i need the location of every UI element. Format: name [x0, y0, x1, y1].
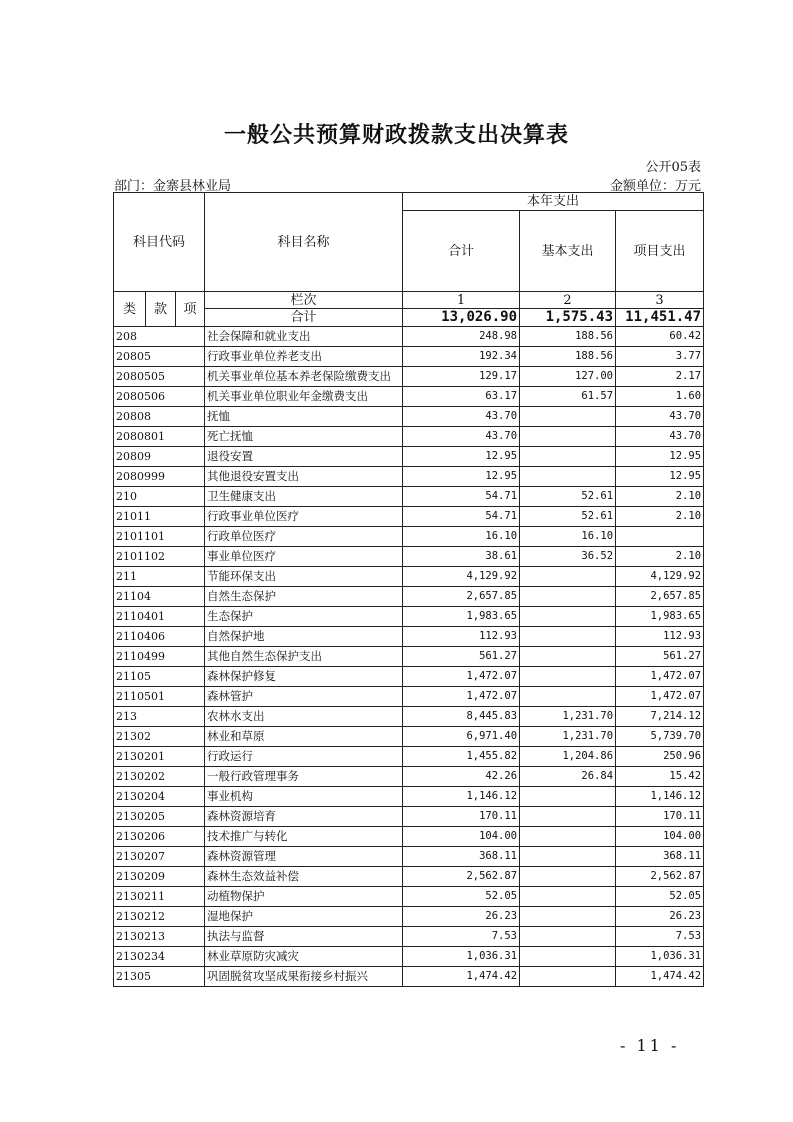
project-cell: 368.11	[616, 847, 704, 867]
basic-cell	[520, 827, 616, 847]
table-row	[114, 787, 704, 807]
header-current-year: 本年支出	[403, 193, 704, 211]
table-row	[114, 927, 704, 947]
subject-code-cell: 21305	[114, 967, 205, 987]
project-cell: 12.95	[616, 467, 704, 487]
total-cell: 12.95	[403, 467, 520, 487]
total-cell: 248.98	[403, 327, 520, 347]
basic-cell: 16.10	[520, 527, 616, 547]
subject-name-cell: 死亡抚恤	[205, 427, 403, 447]
subject-code-cell: 2110401	[114, 607, 205, 627]
total-cell: 1,455.82	[403, 747, 520, 767]
table-row	[114, 707, 704, 727]
project-cell: 2,657.85	[616, 587, 704, 607]
project-cell: 12.95	[616, 447, 704, 467]
basic-cell	[520, 407, 616, 427]
project-cell: 1.60	[616, 387, 704, 407]
table-row	[114, 527, 704, 547]
table-row	[114, 467, 704, 487]
total-cell: 1,036.31	[403, 947, 520, 967]
total-cell: 1,146.12	[403, 787, 520, 807]
table-code-note: 公开05表	[645, 160, 701, 175]
basic-cell: 26.84	[520, 767, 616, 787]
total-cell: 368.11	[403, 847, 520, 867]
project-cell: 2.10	[616, 487, 704, 507]
subject-name-cell: 节能环保支出	[205, 567, 403, 587]
total-basic: 1,575.43	[520, 309, 616, 327]
basic-cell	[520, 907, 616, 927]
subject-code-cell: 20808	[114, 407, 205, 427]
basic-cell: 1,204.86	[520, 747, 616, 767]
page-number: - 11 -	[620, 1036, 680, 1055]
subject-name-cell: 动植物保护	[205, 887, 403, 907]
header-subject-code: 科目代码	[114, 193, 205, 292]
table-row	[114, 887, 704, 907]
project-cell	[616, 527, 704, 547]
subject-code-cell: 2080801	[114, 427, 205, 447]
subject-name-cell: 抚恤	[205, 407, 403, 427]
table-row	[114, 567, 704, 587]
project-cell: 5,739.70	[616, 727, 704, 747]
total-cell: 63.17	[403, 387, 520, 407]
header-total: 合计	[403, 211, 520, 292]
basic-cell: 1,231.70	[520, 727, 616, 747]
subject-name-cell: 行政事业单位养老支出	[205, 347, 403, 367]
basic-cell: 1,231.70	[520, 707, 616, 727]
subject-name-cell: 森林资源管理	[205, 847, 403, 867]
basic-cell	[520, 867, 616, 887]
subject-code-cell: 2110499	[114, 647, 205, 667]
subject-name-cell: 生态保护	[205, 607, 403, 627]
subject-name-cell: 自然生态保护	[205, 587, 403, 607]
subject-code-cell: 2130207	[114, 847, 205, 867]
table-row	[114, 367, 704, 387]
total-cell: 26.23	[403, 907, 520, 927]
project-cell: 170.11	[616, 807, 704, 827]
subject-code-cell: 2130213	[114, 927, 205, 947]
table-row	[114, 847, 704, 867]
table-row	[114, 727, 704, 747]
table-row	[114, 447, 704, 467]
subject-name-cell: 巩固脱贫攻坚成果衔接乡村振兴	[205, 967, 403, 987]
basic-cell	[520, 567, 616, 587]
table-row	[114, 347, 704, 367]
project-cell: 52.05	[616, 887, 704, 907]
subject-code-cell: 2130204	[114, 787, 205, 807]
project-cell: 43.70	[616, 427, 704, 447]
table-row	[114, 867, 704, 887]
total-cell: 1,983.65	[403, 607, 520, 627]
project-cell: 7.53	[616, 927, 704, 947]
subject-name-cell: 社会保障和就业支出	[205, 327, 403, 347]
subject-name-cell: 行政事业单位医疗	[205, 507, 403, 527]
total-cell: 54.71	[403, 507, 520, 527]
basic-cell	[520, 967, 616, 987]
subject-code-cell: 2130201	[114, 747, 205, 767]
subject-code-cell: 2080999	[114, 467, 205, 487]
total-cell: 8,445.83	[403, 707, 520, 727]
subject-code-cell: 2101101	[114, 527, 205, 547]
header-kuan: 款	[146, 292, 176, 327]
total-cell: 112.93	[403, 627, 520, 647]
table-row	[114, 427, 704, 447]
subject-name-cell: 其他自然生态保护支出	[205, 647, 403, 667]
table-row	[114, 647, 704, 667]
table-row	[114, 627, 704, 647]
total-cell: 1,472.07	[403, 687, 520, 707]
subject-code-cell: 208	[114, 327, 205, 347]
total-cell: 4,129.92	[403, 567, 520, 587]
table-row	[114, 967, 704, 987]
table-row	[114, 407, 704, 427]
subject-name-cell: 其他退役安置支出	[205, 467, 403, 487]
table-row	[114, 587, 704, 607]
table-row	[114, 507, 704, 527]
subject-code-cell: 213	[114, 707, 205, 727]
project-cell: 1,474.42	[616, 967, 704, 987]
total-cell: 12.95	[403, 447, 520, 467]
subject-name-cell: 林业和草原	[205, 727, 403, 747]
header-column-seq: 栏次	[205, 292, 403, 309]
unit-label: 金额单位：万元	[609, 179, 701, 194]
subject-code-cell: 20809	[114, 447, 205, 467]
basic-cell	[520, 847, 616, 867]
total-cell: 129.17	[403, 367, 520, 387]
subject-code-cell: 2130206	[114, 827, 205, 847]
subject-name-cell: 机关事业单位基本养老保险缴费支出	[205, 367, 403, 387]
table-row	[114, 547, 704, 567]
total-cell: 1,474.42	[403, 967, 520, 987]
subject-code-cell: 2130202	[114, 767, 205, 787]
subject-code-cell: 210	[114, 487, 205, 507]
subject-name-cell: 卫生健康支出	[205, 487, 403, 507]
subject-name-cell: 农林水支出	[205, 707, 403, 727]
total-cell: 2,562.87	[403, 867, 520, 887]
basic-cell	[520, 687, 616, 707]
total-cell: 16.10	[403, 527, 520, 547]
basic-cell	[520, 647, 616, 667]
total-cell: 43.70	[403, 407, 520, 427]
subject-name-cell: 湿地保护	[205, 907, 403, 927]
subject-code-cell: 2130211	[114, 887, 205, 907]
subject-code-cell: 2101102	[114, 547, 205, 567]
table-row	[114, 687, 704, 707]
table-row	[114, 767, 704, 787]
department-label: 部门：金寨县林业局	[114, 179, 232, 194]
column-number-2: 2	[520, 292, 616, 309]
project-cell: 112.93	[616, 627, 704, 647]
subject-name-cell: 行政单位医疗	[205, 527, 403, 547]
basic-cell	[520, 587, 616, 607]
table-row	[114, 607, 704, 627]
basic-cell	[520, 887, 616, 907]
project-cell: 1,983.65	[616, 607, 704, 627]
subject-code-cell: 2130234	[114, 947, 205, 967]
header-subject-name: 科目名称	[205, 193, 403, 292]
table-row	[114, 907, 704, 927]
basic-cell	[520, 427, 616, 447]
total-project: 11,451.47	[616, 309, 704, 327]
subject-name-cell: 一般行政管理事务	[205, 767, 403, 787]
basic-cell	[520, 667, 616, 687]
project-cell: 2,562.87	[616, 867, 704, 887]
subject-name-cell: 森林保护修复	[205, 667, 403, 687]
basic-cell	[520, 447, 616, 467]
table-row	[114, 667, 704, 687]
basic-cell	[520, 807, 616, 827]
header-project: 项目支出	[616, 211, 704, 292]
subject-name-cell: 执法与监督	[205, 927, 403, 947]
subject-code-cell: 21302	[114, 727, 205, 747]
project-cell: 7,214.12	[616, 707, 704, 727]
expenditure-table	[113, 192, 704, 987]
header-lei: 类	[114, 292, 146, 327]
project-cell: 1,036.31	[616, 947, 704, 967]
subject-name-cell: 事业机构	[205, 787, 403, 807]
basic-cell	[520, 947, 616, 967]
basic-cell: 188.56	[520, 347, 616, 367]
subject-code-cell: 20805	[114, 347, 205, 367]
subject-code-cell: 2130205	[114, 807, 205, 827]
total-cell: 42.26	[403, 767, 520, 787]
project-cell: 1,146.12	[616, 787, 704, 807]
subject-code-cell: 211	[114, 567, 205, 587]
total-cell: 52.05	[403, 887, 520, 907]
subject-code-cell: 2110406	[114, 627, 205, 647]
basic-cell	[520, 607, 616, 627]
subject-code-cell: 2110501	[114, 687, 205, 707]
total-cell: 43.70	[403, 427, 520, 447]
project-cell: 26.23	[616, 907, 704, 927]
subject-name-cell: 退役安置	[205, 447, 403, 467]
basic-cell	[520, 927, 616, 947]
project-cell: 250.96	[616, 747, 704, 767]
subject-name-cell: 自然保护地	[205, 627, 403, 647]
subject-name-cell: 事业单位医疗	[205, 547, 403, 567]
total-cell: 6,971.40	[403, 727, 520, 747]
table-row	[114, 807, 704, 827]
project-cell: 1,472.07	[616, 667, 704, 687]
column-number-1: 1	[403, 292, 520, 309]
project-cell: 3.77	[616, 347, 704, 367]
total-label: 合计	[205, 309, 403, 327]
subject-code-cell: 2130212	[114, 907, 205, 927]
basic-cell: 52.61	[520, 507, 616, 527]
subject-name-cell: 技术推广与转化	[205, 827, 403, 847]
basic-cell	[520, 467, 616, 487]
total-sum: 13,026.90	[403, 309, 520, 327]
project-cell: 43.70	[616, 407, 704, 427]
table-row	[114, 487, 704, 507]
subject-name-cell: 森林生态效益补偿	[205, 867, 403, 887]
project-cell: 1,472.07	[616, 687, 704, 707]
subject-name-cell: 森林资源培育	[205, 807, 403, 827]
subject-code-cell: 21105	[114, 667, 205, 687]
subject-name-cell: 机关事业单位职业年金缴费支出	[205, 387, 403, 407]
basic-cell: 52.61	[520, 487, 616, 507]
project-cell: 60.42	[616, 327, 704, 347]
subject-name-cell: 林业草原防灾减灾	[205, 947, 403, 967]
total-cell: 561.27	[403, 647, 520, 667]
table-row	[114, 827, 704, 847]
total-cell: 54.71	[403, 487, 520, 507]
basic-cell: 36.52	[520, 547, 616, 567]
total-cell: 104.00	[403, 827, 520, 847]
project-cell: 104.00	[616, 827, 704, 847]
basic-cell	[520, 787, 616, 807]
page-title: 一般公共预算财政拨款支出决算表	[223, 122, 569, 148]
subject-code-cell: 21011	[114, 507, 205, 527]
total-cell: 1,472.07	[403, 667, 520, 687]
project-cell: 2.10	[616, 547, 704, 567]
table-row	[114, 947, 704, 967]
table-row	[114, 747, 704, 767]
project-cell: 561.27	[616, 647, 704, 667]
project-cell: 15.42	[616, 767, 704, 787]
basic-cell	[520, 627, 616, 647]
project-cell: 2.10	[616, 507, 704, 527]
subject-code-cell: 2130209	[114, 867, 205, 887]
total-cell: 2,657.85	[403, 587, 520, 607]
table-row	[114, 327, 704, 347]
subject-code-cell: 21104	[114, 587, 205, 607]
column-number-3: 3	[616, 292, 704, 309]
total-cell: 170.11	[403, 807, 520, 827]
table-row	[114, 387, 704, 407]
basic-cell: 61.57	[520, 387, 616, 407]
header-xiang: 项	[176, 292, 205, 327]
subject-code-cell: 2080505	[114, 367, 205, 387]
total-cell: 38.61	[403, 547, 520, 567]
header-basic: 基本支出	[520, 211, 616, 292]
basic-cell: 188.56	[520, 327, 616, 347]
project-cell: 4,129.92	[616, 567, 704, 587]
total-cell: 192.34	[403, 347, 520, 367]
total-cell: 7.53	[403, 927, 520, 947]
subject-name-cell: 行政运行	[205, 747, 403, 767]
project-cell: 2.17	[616, 367, 704, 387]
subject-code-cell: 2080506	[114, 387, 205, 407]
subject-name-cell: 森林管护	[205, 687, 403, 707]
basic-cell: 127.00	[520, 367, 616, 387]
